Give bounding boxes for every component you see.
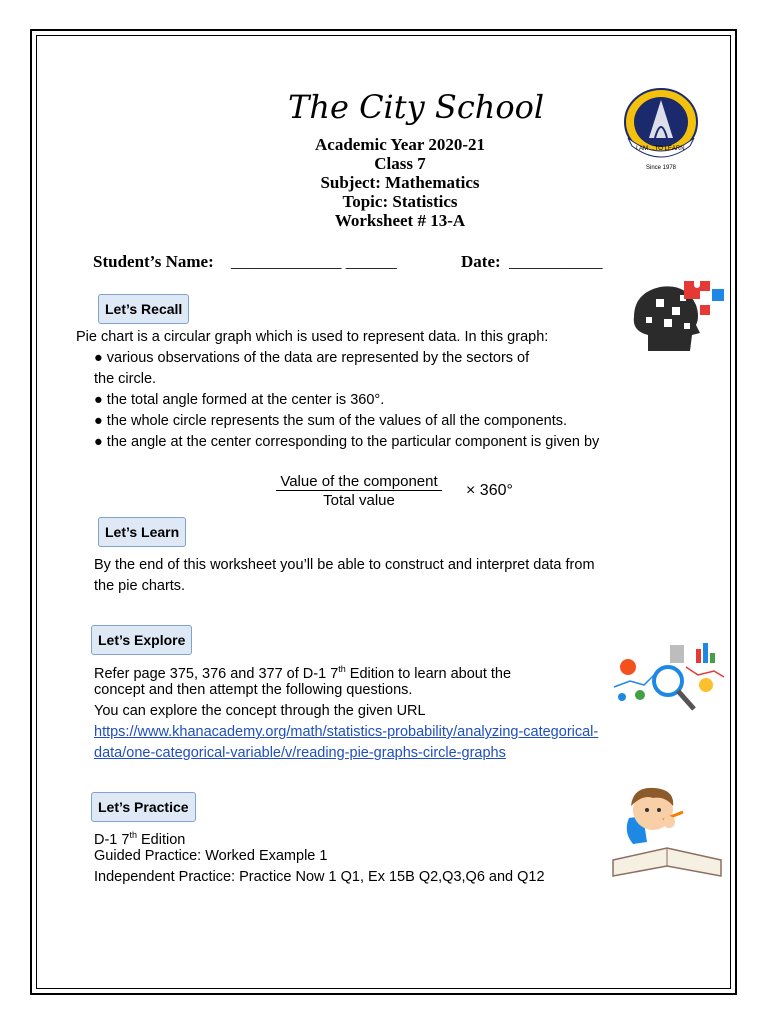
recall-bullet-4: ● the angle at the center corresponding to the particular component is given by	[94, 434, 600, 450]
practice-line-1-sup: th	[129, 830, 137, 840]
data-analytics-icon	[610, 637, 730, 723]
recall-bullet-1-line-2: the circle.	[94, 371, 157, 387]
explore-line-1-text: Refer page 375, 376 and 377 of D-1 7	[94, 665, 339, 682]
khan-academy-link-line-1[interactable]: https://www.khanacademy.org/math/statistics-probability/analyzing-categorical-	[94, 724, 599, 740]
class-label: Class 7	[374, 154, 426, 173]
subject-label: Subject: Mathematics	[320, 173, 480, 192]
logo-since: Since 1978	[646, 165, 677, 171]
school-title: The City School	[288, 88, 545, 126]
explore-line-1-sup: th	[338, 664, 346, 674]
practice-line-1-text: D-1 7	[94, 831, 130, 848]
academic-year: Academic Year 2020-21	[315, 135, 485, 154]
recall-bullet-1-line-1: ● various observations of the data are represented by the sectors of	[94, 350, 530, 366]
formula-numerator: Value of the component	[276, 473, 441, 491]
formula-denominator: Total value	[323, 492, 395, 509]
topic-label: Topic: Statistics	[342, 192, 458, 211]
learn-line-1: By the end of this worksheet you’ll be able to construct and interpret data from	[94, 557, 595, 573]
practice-line-1-post: Edition	[136, 831, 186, 848]
worksheet-number: Worksheet # 13-A	[334, 211, 466, 230]
student-name-label: Student’s Name:	[93, 252, 214, 271]
practice-line-3: Independent Practice: Practice Now 1 Q1, Ex 15B Q2,Q3,Q6 and Q12	[94, 869, 545, 885]
studying-boy-icon	[603, 782, 730, 880]
date-label: Date:	[461, 252, 501, 271]
student-name-field[interactable]: _____________ ______	[231, 252, 397, 271]
school-crest-icon	[622, 86, 700, 176]
lets-learn-tag: Let’s Learn	[98, 517, 186, 547]
practice-line-2: Guided Practice: Worked Example 1	[94, 848, 328, 864]
recall-bullet-3: ● the whole circle represents the sum of the values of all the components.	[94, 413, 568, 429]
explore-line-2: concept and then attempt the following questions.	[94, 682, 413, 698]
explore-line-3: You can explore the concept through the given URL	[94, 703, 426, 719]
lets-recall-tag: Let’s Recall	[98, 294, 189, 324]
lets-practice-tag: Let’s Practice	[91, 792, 196, 822]
logo-motto: I AM ...TO LEARN	[636, 146, 685, 152]
explore-line-1-post: Edition to learn about the	[345, 665, 512, 682]
date-field[interactable]: ___________	[509, 252, 603, 271]
recall-intro: Pie chart is a circular graph which is used to represent data. In this graph:	[76, 329, 549, 345]
puzzle-head-icon	[626, 277, 730, 355]
lets-explore-tag: Let’s Explore	[91, 625, 192, 655]
learn-line-2: the pie charts.	[94, 578, 186, 594]
formula-multiplier: × 360°	[466, 482, 513, 499]
angle-formula	[264, 473, 454, 509]
recall-bullet-2: ● the total angle formed at the center is 360°.	[94, 392, 385, 408]
khan-academy-link-line-2[interactable]: data/one-categorical-variable/v/reading-pie-graphs-circle-graphs	[94, 745, 506, 761]
